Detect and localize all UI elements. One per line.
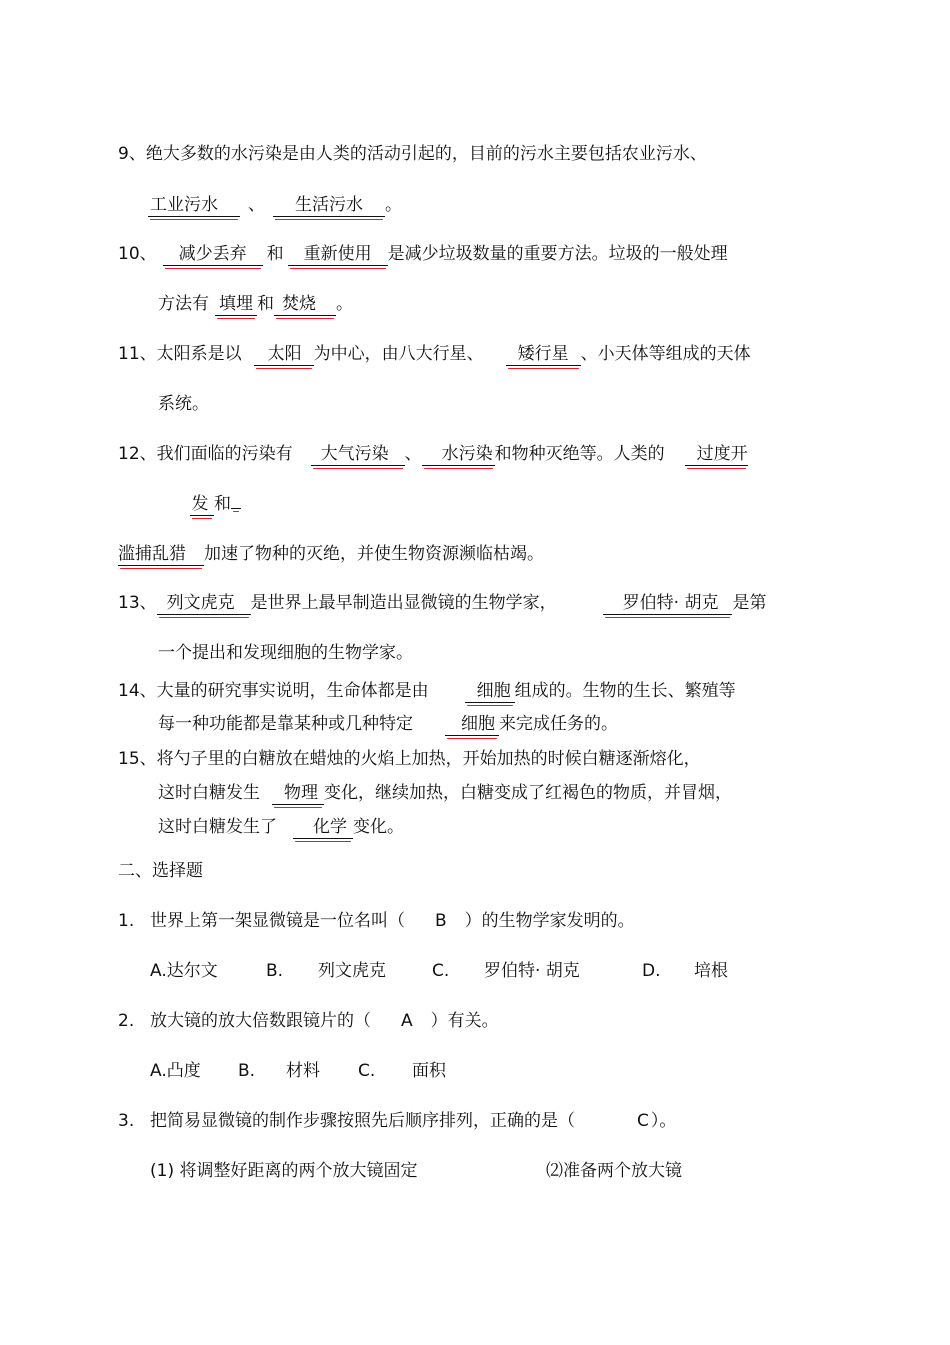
mc1-option-c: 罗伯特· 胡克 [484,961,580,981]
mc3-step-2: ⑵准备两个放大镜 [546,1161,682,1181]
mc1-option-d: 培根 [694,961,728,981]
q15-line1 [118,748,701,770]
q12-blank-mark [231,508,241,509]
mc2-option-b-label: B. [238,1061,256,1081]
q10-line1 [118,243,728,266]
mc1-option-d-label: D. [642,961,661,981]
q10-and-2: 和 [257,294,274,314]
q10-and: 和 [266,244,284,264]
mc1-stem-text-2: ）的生物学家发明的。 [464,911,635,931]
q10-number: 10、 [118,244,157,264]
q13-number: 13、 [118,593,157,613]
q15-answer-1: 物理 [272,782,324,805]
mc3-stem-text: 把简易显微镜的制作步骤按照先后顺序排列，正确的是（ [150,1111,575,1131]
q15-text: 15、将勺子里的白糖放在蜡烛的火焰上加热，开始加热的时候白糖逐渐熔化， [118,749,701,769]
q9-line2 [148,194,402,217]
q14-text: 14、大量的研究事实说明，生命体都是由 [118,681,429,701]
q10-answer-3: 填埋 [215,293,257,316]
q11-text-3: 、小天体等组成的天体 [580,344,751,364]
mc1-option-b-label: B. [266,961,284,981]
q15-line3 [158,816,404,839]
mc2-option-c: 面积 [412,1061,446,1081]
mc3-stem-text-2: ）。 [650,1111,677,1131]
mc2-stem-text-2: ）有关。 [430,1011,499,1031]
mc2-number: 2. [118,1011,135,1031]
q10-answer-2: 重新使用 [288,243,388,266]
q9-sep: 、 [248,195,265,215]
q12-text: 12、我们面临的污染有 [118,444,293,464]
q15-line2 [158,782,732,805]
q15-answer-2: 化学 [293,816,353,839]
q12-answer-4: 滥捕乱猎 [118,543,204,566]
q11-text-2: 为中心，由八大行星、 [313,344,484,364]
mc1-option-c-label: C. [432,961,450,981]
q14-line1 [118,680,736,703]
q14-line2 [158,713,618,736]
mc2-stem [118,1010,499,1032]
q12-text-2: 和物种灭绝等。人类的 [494,444,665,464]
q9-text: 9、绝大多数的水污染是由人类的活动引起的，目前的污水主要包括农业污水、 [118,144,707,164]
q10-answer-1: 减少丢弃 [163,243,263,266]
mc1-option-b: 列文虎克 [318,961,386,981]
q11-text-4: 系统。 [158,394,209,414]
mc2-answer: A [401,1011,413,1031]
mc3-steps [150,1160,682,1182]
q14-answer-2: 细胞 [445,713,499,736]
mc3-number: 3. [118,1111,135,1131]
q11-line2 [158,393,209,415]
section-title [118,860,203,882]
mc2-option-a: A.凸度 [150,1061,201,1081]
q10-end: 。 [336,294,353,314]
q10-answer-4: 焚烧 [274,293,336,316]
q11-answer-1: 太阳 [254,343,314,366]
q10-line2 [158,293,353,316]
q15-text-3: 变化，继续加热，白糖变成了红褐色的物质，并冒烟， [324,783,732,803]
section-title-text: 二、选择题 [118,861,203,881]
q12-sep: 、 [404,444,422,464]
q12-answer-1: 大气污染 [311,443,405,466]
q15-text-4: 这时白糖发生了 [158,817,277,837]
q13-text-2: 是第 [732,593,767,613]
q15-text-2: 这时白糖发生 [158,783,260,803]
q9-line1 [118,143,707,165]
q10-text-2: 方法有 [158,294,209,314]
q15-text-5: 变化。 [353,817,404,837]
q13-line2 [158,642,413,664]
q12-text-3: 加速了物种的灭绝，并使生物资源濒临枯竭。 [204,544,544,564]
q9-answer-2: 生活污水 [273,194,385,217]
mc1-stem-text: 世界上第一架显微镜是一位名叫（ [150,911,405,931]
q13-answer-1: 列文虎克 [157,592,251,615]
mc1-options [150,960,728,982]
mc2-option-b: 材料 [286,1061,320,1081]
mc3-answer: C [637,1111,649,1131]
q14-text-3: 每一种功能都是靠某种或几种特定 [158,714,413,734]
q14-answer-1: 细胞 [465,680,515,703]
mc3-stem [118,1110,676,1132]
q9-answer-1: 工业污水 [148,194,240,217]
q13-text-3: 一个提出和发现细胞的生物学家。 [158,643,413,663]
mc3-step-1: (1) 将调整好距离的两个放大镜固定 [150,1161,418,1181]
q12-line3 [118,543,544,566]
mc1-option-a: A.达尔文 [150,961,218,981]
q11-line1 [118,343,751,366]
q14-text-4: 来完成任务的。 [499,714,618,734]
q12-answer-3a: 过度开 [685,443,748,466]
mc2-options [150,1060,446,1082]
mc1-number: 1. [118,911,135,931]
q14-text-2: 组成的。生物的生长、繁殖等 [514,681,736,701]
q13-line1 [118,592,766,615]
q12-answer-3b: 发 [190,493,214,516]
mc2-option-c-label: C. [358,1061,376,1081]
mc1-answer: B [435,911,447,931]
q13-text: 是世界上最早制造出显微镜的生物学家， [250,593,557,613]
q12-answer-2: 水污染 [422,443,495,466]
mc1-stem [118,910,635,932]
q10-text: 是减少垃圾数量的重要方法。垃圾的一般处理 [387,244,728,264]
q11-text: 11、太阳系是以 [118,344,242,364]
q12-line2 [190,493,241,516]
q12-line1 [118,443,748,466]
q13-answer-2: 罗伯特· 胡克 [603,592,733,615]
q11-answer-2: 矮行星 [506,343,581,366]
mc2-stem-text: 放大镜的放大倍数跟镜片的（ [150,1011,371,1031]
q9-end: 。 [385,195,402,215]
q12-and: 和 [214,494,231,514]
